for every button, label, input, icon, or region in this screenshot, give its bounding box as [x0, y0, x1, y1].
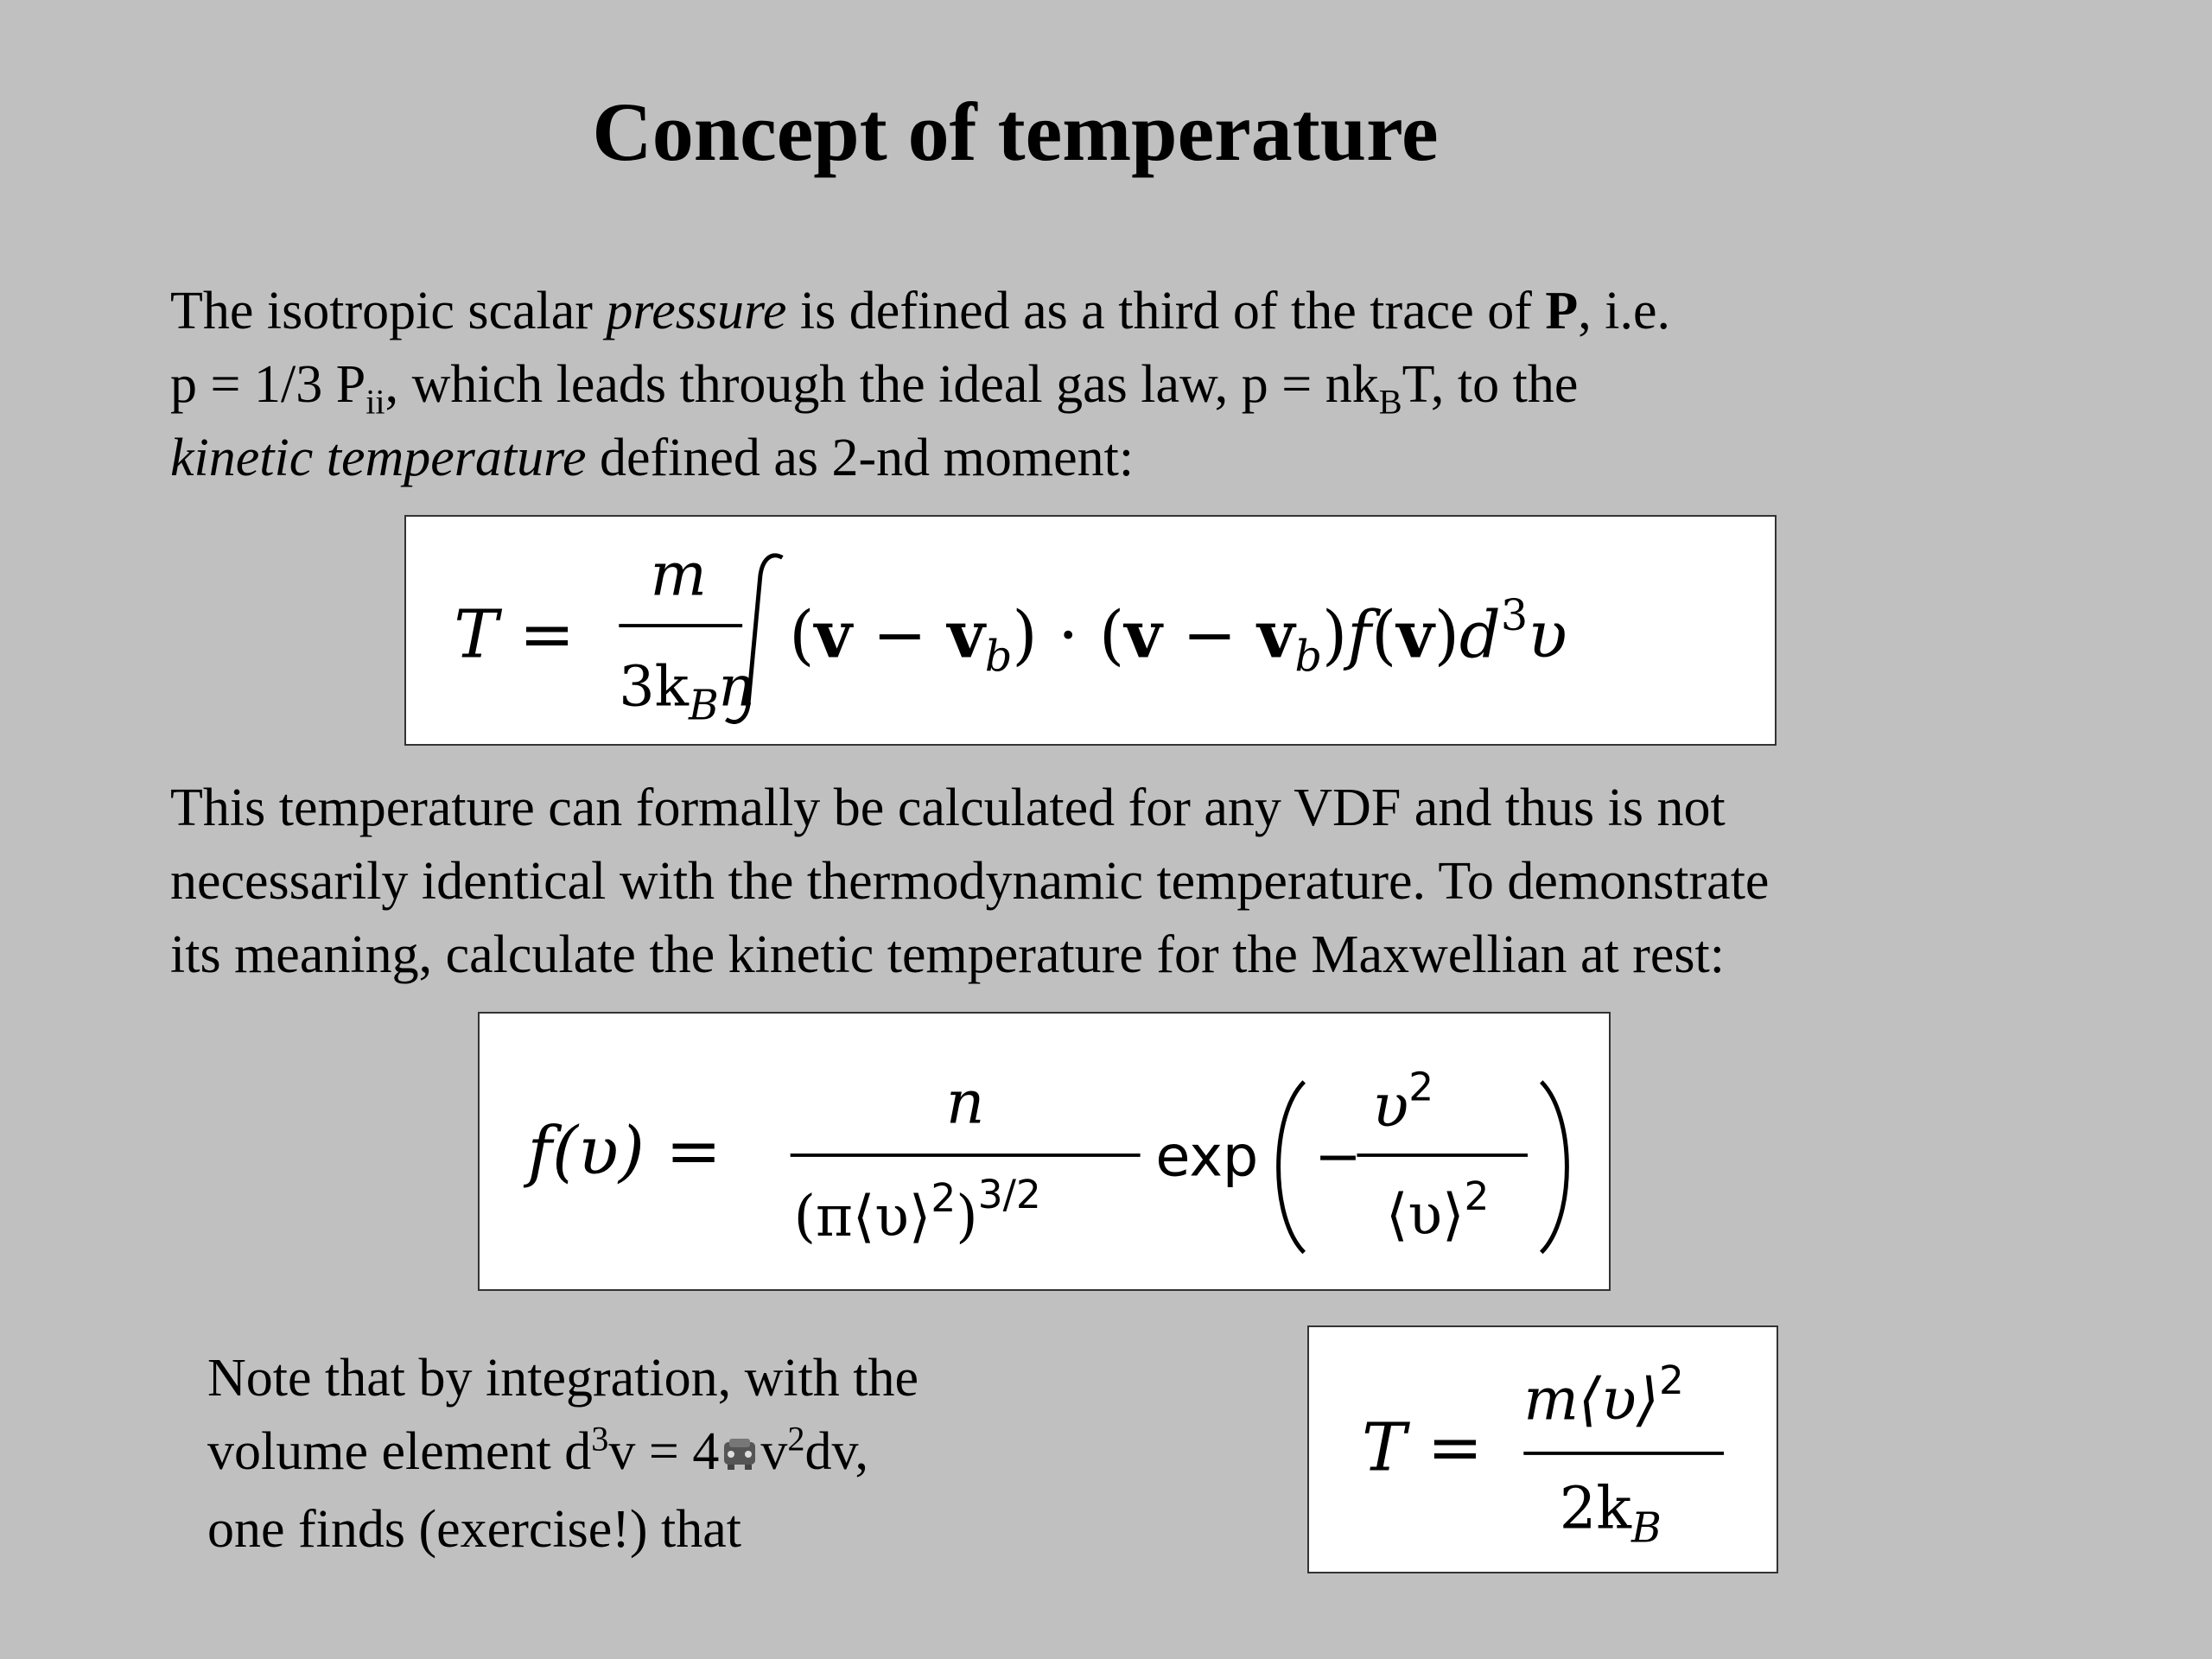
- svg-text:υ2: [1372, 1065, 1433, 1141]
- eq2-den-sq: 2: [931, 1175, 957, 1222]
- eq1-f: f: [1347, 597, 1371, 673]
- vdf-line-2: necessarily identical with the thermodynamic temperature. To demonstrate: [170, 852, 1770, 911]
- eq1-dot: ) · (: [1012, 597, 1125, 673]
- vdf-line-1: This temperature can formally be calculated for any VDF and thus is not: [170, 779, 1726, 837]
- slide-title: Concept of temperature: [592, 86, 1439, 178]
- svg-text:3kBn: [619, 655, 754, 730]
- pressure-paragraph: [170, 275, 2114, 495]
- eq2-inner-den-sq: 2: [1464, 1173, 1490, 1220]
- eq1-v-3: v: [1396, 596, 1434, 673]
- missing-glyph-icon: [719, 1420, 760, 1493]
- kinetic-temperature-equation: [404, 515, 1777, 746]
- pressure-line-1: The isotropic scalar pressure is defined as a third of the trace of P, i.e.: [170, 282, 1670, 340]
- pressure-line-3: kinetic temperature defined as 2-nd moment:: [170, 429, 1135, 487]
- eq1-v-1: v: [814, 596, 853, 673]
- eq3-den-b: B: [1631, 1504, 1662, 1553]
- svg-text:m⟨υ⟩2: [1523, 1357, 1684, 1433]
- eq1-upsilon: υ: [1528, 597, 1567, 673]
- kinetic-temperature-formula: [406, 517, 1775, 744]
- eq1-open-1: (: [789, 597, 815, 673]
- eq1-b-2: b: [1294, 631, 1323, 682]
- eq1-vb-1: v: [947, 596, 985, 673]
- eq1-den-c: n: [718, 654, 755, 720]
- eq3-lhs: T =: [1361, 1409, 1484, 1487]
- eq2-exp: exp: [1155, 1123, 1259, 1190]
- eq1-vb-2: v: [1257, 596, 1295, 673]
- temperature-result-equation: [1307, 1325, 1778, 1573]
- eq2-inner-num-sq: 2: [1408, 1064, 1434, 1110]
- note-line-3: one finds (exercise!) that: [207, 1500, 742, 1560]
- pressure-line-2: p = 1/3 $P_{ii}$, which leads through the ideal gas law, $p = nk_BT$, to the: [170, 355, 1579, 422]
- eq2-right-paren: [1541, 1082, 1567, 1253]
- eq1-close-2: ): [1322, 597, 1348, 673]
- eq3-numerator: m⟨υ⟩: [1523, 1365, 1659, 1433]
- vdf-line-3: its meaning, calculate the kinetic temperature for the Maxwellian at rest:: [170, 925, 1725, 984]
- temperature-result-formula: [1309, 1327, 1777, 1572]
- eq1-d: d: [1459, 597, 1501, 673]
- eq2-inner-sign: −: [1314, 1123, 1362, 1190]
- eq1-cube: 3: [1500, 590, 1529, 641]
- eq3-den-a: 2k: [1559, 1474, 1632, 1542]
- eq2-inner-den: ⟨υ⟩: [1386, 1181, 1465, 1248]
- eq1-open-3: (: [1370, 597, 1397, 673]
- note-line-2: volume element $d^3v = 4$ $v^2dv$,: [207, 1415, 918, 1493]
- eq1-close-3: ): [1433, 597, 1459, 673]
- eq1-b-1: b: [984, 631, 1013, 682]
- eq1-numerator: m: [650, 540, 707, 610]
- integration-note: [207, 1342, 918, 1567]
- vdf-paragraph: [170, 772, 2114, 992]
- svg-text:⟨υ⟩2: [1386, 1173, 1489, 1248]
- eq2-inner-num: υ: [1372, 1071, 1409, 1141]
- eq1-v-2: v: [1124, 596, 1162, 673]
- svg-text:(π⟨υ⟩2)3/2: [794, 1172, 1041, 1249]
- maxwellian-equation: [478, 1012, 1611, 1291]
- eq2-den-exp: 3/2: [977, 1172, 1041, 1218]
- eq1-den-a: 3k: [619, 654, 690, 720]
- svg-text:(v − vb) · (v − vb)f(v)d3υ: [789, 590, 1567, 681]
- eq1-lhs: T =: [454, 596, 575, 674]
- eq1-minus-1: −: [852, 597, 948, 673]
- eq1-minus-2: −: [1161, 597, 1258, 673]
- eq2-left-paren: [1279, 1082, 1305, 1253]
- eq2-numerator: n: [945, 1068, 985, 1138]
- svg-text:2kB: [1560, 1475, 1662, 1553]
- eq3-num-sq: 2: [1658, 1357, 1684, 1403]
- eq1-den-b: B: [689, 682, 719, 730]
- eq2-den-close: ): [956, 1183, 978, 1249]
- note-line-1: Note that by integration, with the: [207, 1349, 919, 1408]
- maxwellian-formula: [480, 1014, 1609, 1289]
- eq2-lhs: f(υ) =: [527, 1112, 721, 1191]
- eq2-den: (π⟨υ⟩: [793, 1183, 931, 1249]
